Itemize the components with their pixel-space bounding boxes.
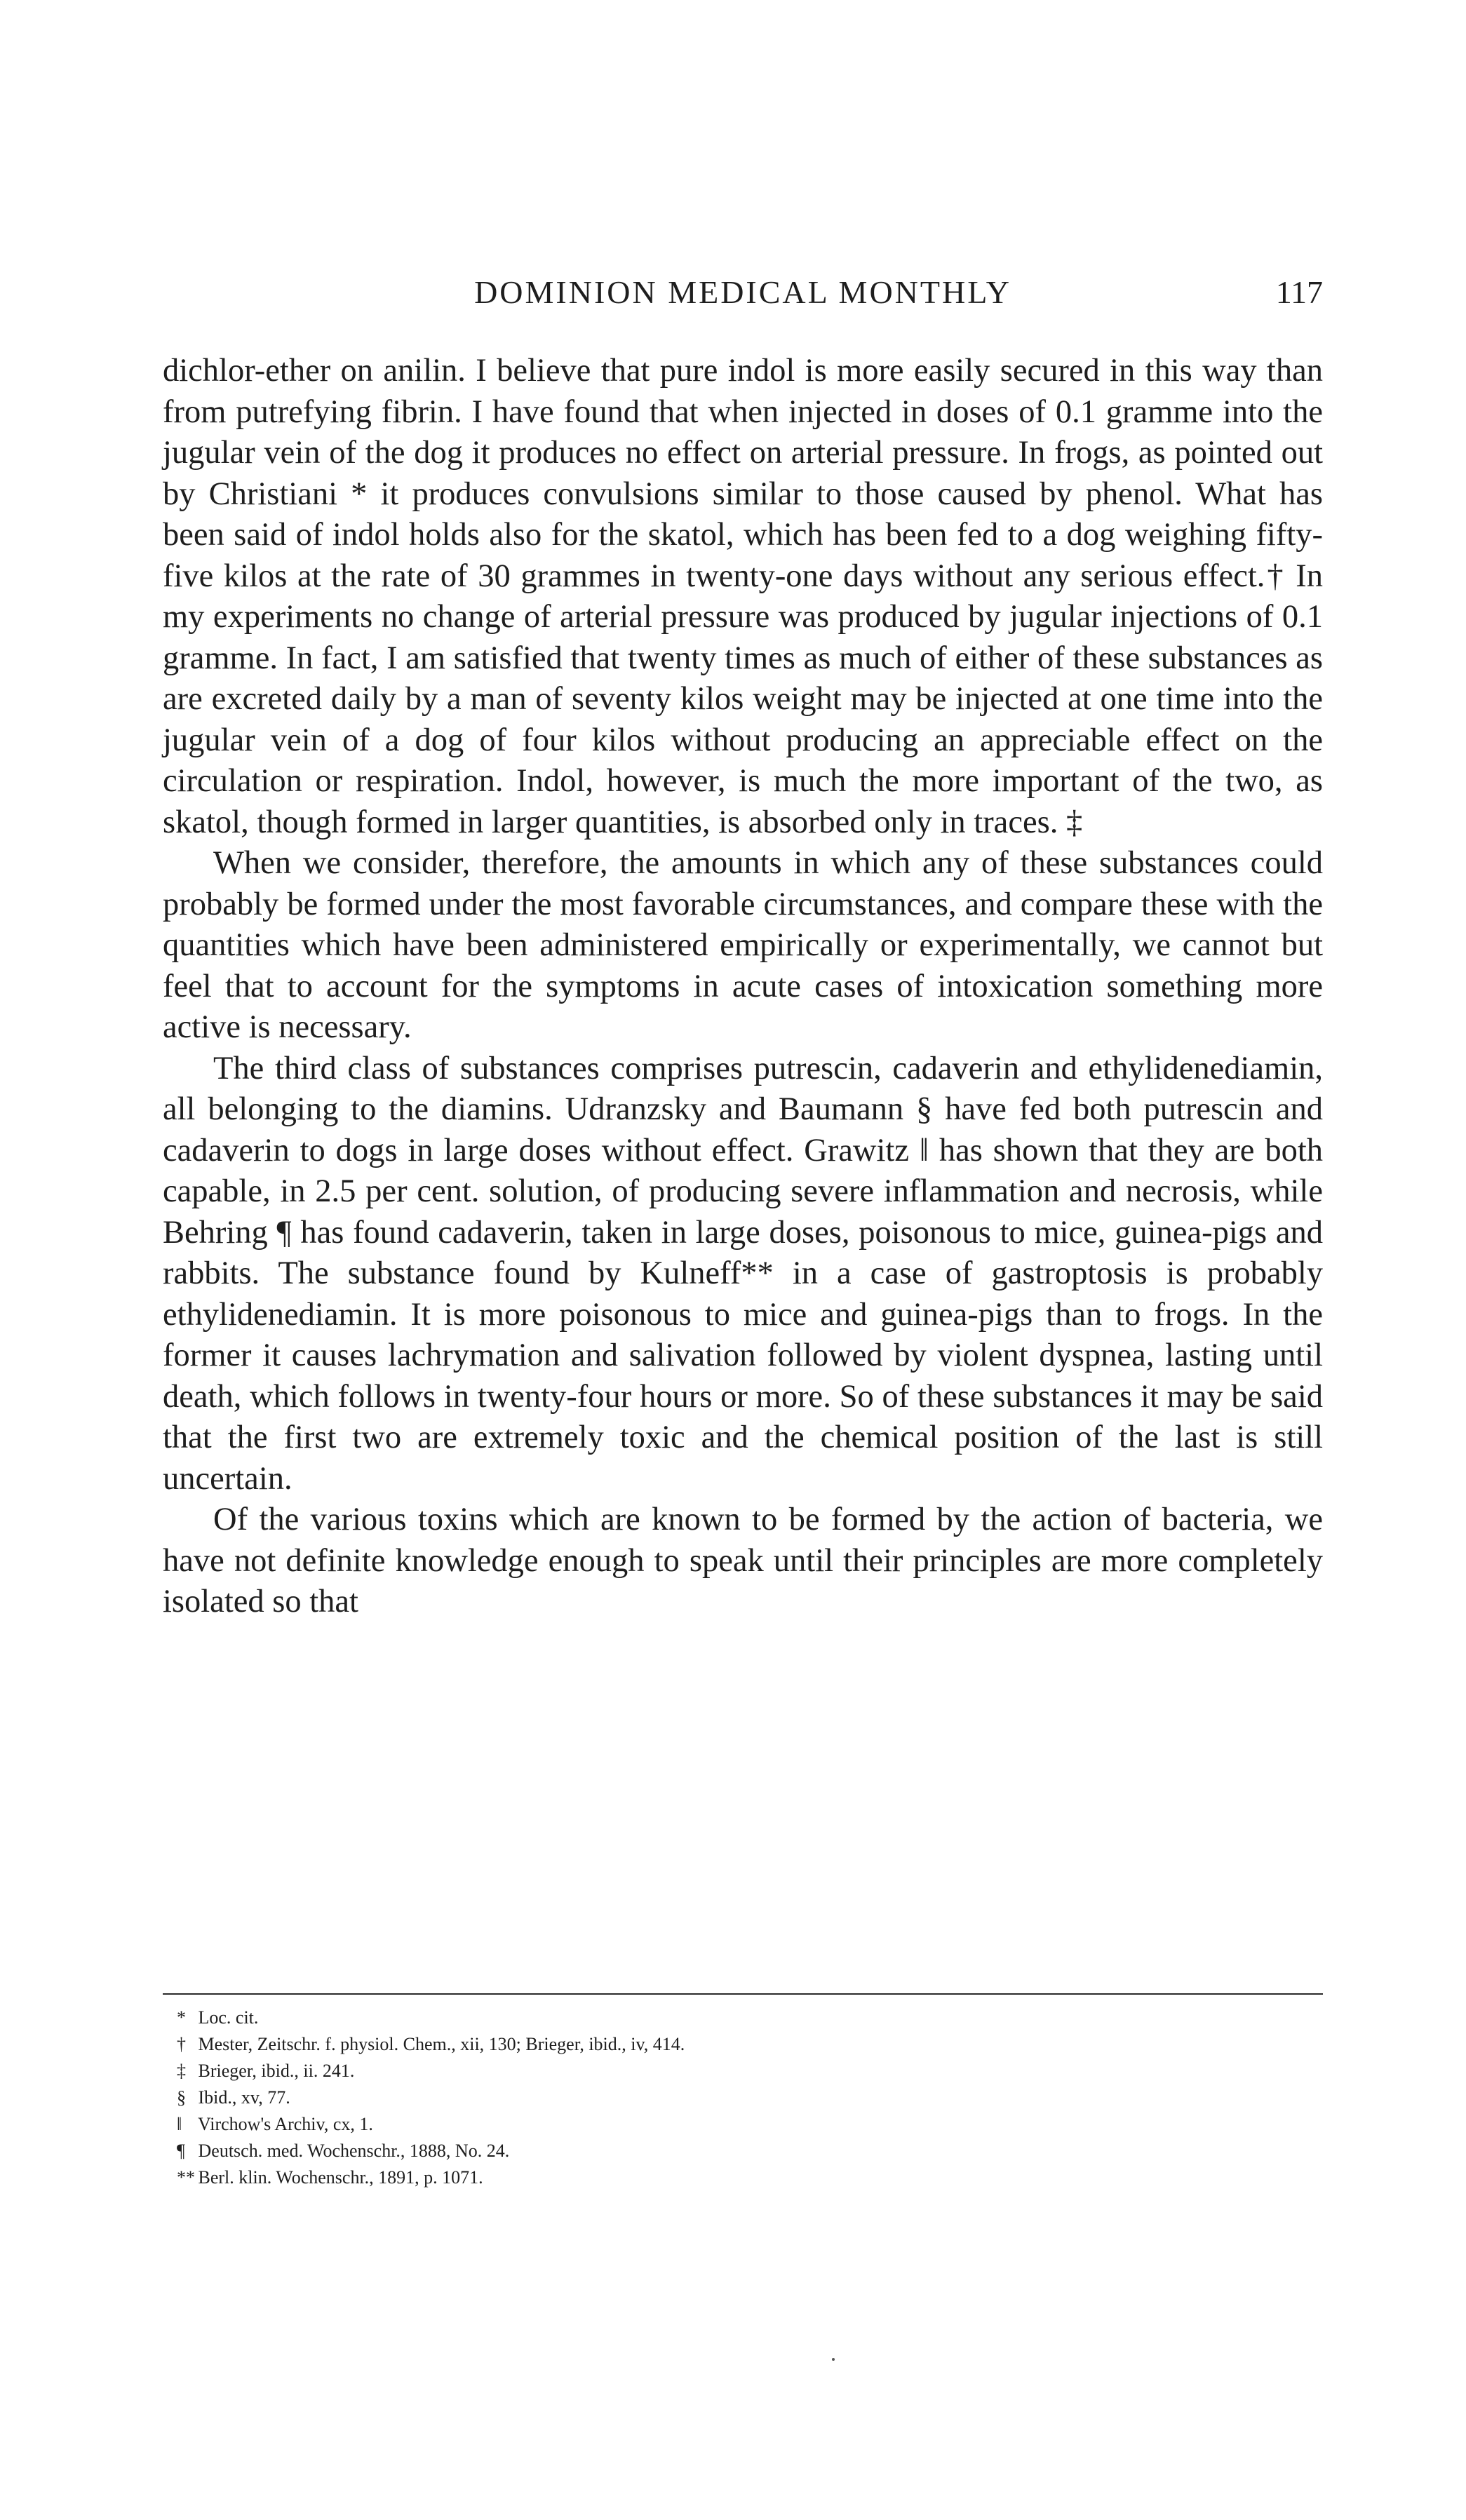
footnote-text: Mester, Zeitschr. f. physiol. Chem., xii, 130; Brieger, ibid., iv, 414. <box>198 2034 685 2054</box>
footnote-mark: ** <box>177 2167 195 2188</box>
footnote <box>177 2164 1299 2191</box>
footnote-mark: † <box>177 2034 186 2054</box>
footnote-mark: ‡ <box>177 2061 186 2081</box>
body-text <box>163 351 1323 1623</box>
footnotes <box>177 2004 1299 2191</box>
footnote <box>177 2004 1299 2031</box>
footnote-text: Ibid., xv, 77. <box>198 2087 290 2108</box>
footnote-text: Virchow's Archiv, cx, 1. <box>198 2114 373 2134</box>
paragraph: The third class of substances comprises putrescin, cadaverin and ethylidenediamin, all belonging to the diamins. Udranzsky and Baumann § have fed both putrescin and cadaverin to dogs in large doses without effect. Grawitz ‖ has shown that they are both capable, in 2.5 per cent. solution, of producing severe inflammation and necrosis, while Behring ¶ has found cadaverin, taken in large doses, poisonous to mice, guinea-pigs and rabbits. The substance found by Kulneff** in a case of gastroptosis is probably ethylidenediamin. It is more poisonous to mice and guinea-pigs than to frogs. In the former it causes lachrymation and salivation followed by violent dyspnea, lasting until death, which follows in twenty-four hours or more. So of these substances it may be said that the first two are extremely toxic and the chemical position of the last is still uncertain. <box>163 1050 1323 1497</box>
footnote-text: Deutsch. med. Wochenschr., 1888, No. 24. <box>198 2141 510 2161</box>
paragraph: When we consider, therefore, the amounts in which any of these substances could probably be formed under the most favorable circumstances, and compare these with the quantities which have been administered empirically or experimentally, we cannot but feel that to account for the symptoms in acute cases of intoxication something more active is necessary. <box>163 845 1323 1045</box>
footnote <box>177 2111 1299 2138</box>
footnote-mark: ¶ <box>177 2141 185 2161</box>
footnote-text: Berl. klin. Wochenschr., 1891, p. 1071. <box>198 2167 483 2188</box>
footnote-text: Loc. cit. <box>198 2007 259 2028</box>
footnote <box>177 2058 1299 2084</box>
footnote-divider <box>163 1993 1323 1995</box>
footnote <box>177 2031 1299 2058</box>
footnote-mark: ‖ <box>177 2114 182 2134</box>
footnote-text: Brieger, ibid., ii. 241. <box>198 2061 355 2081</box>
footnote <box>177 2084 1299 2111</box>
footnote-mark: * <box>177 2007 186 2028</box>
print-speck <box>832 2358 835 2361</box>
footnote-mark: § <box>177 2087 186 2108</box>
journal-title: DOMINION MEDICAL MONTHLY <box>474 274 1011 310</box>
paragraph: dichlor-ether on anilin. I believe that pure indol is more easily secured in this way than from putrefying fibrin. I have found that when injected in doses of 0.1 gramme into the jugular vein of the dog it produces no effect on arterial pressure. In frogs, as pointed out by Christiani * it produces convulsions similar to those caused by phenol. What has been said of indol holds also for the skatol, which has been fed to a dog weighing fifty-five kilos at the rate of 30 grammes in twenty-one days without any serious effect.† In my experiments no change of arterial pressure was produced by jugular injections of 0.1 gramme. In fact, I am satisfied that twenty times as much of either of these substances as are excreted daily by a man of seventy kilos weight may be injected at one time into the jugular vein of a dog of four kilos without producing an appreciable effect on the circulation or respiration. Indol, however, is much the more important of the two, as skatol, though formed in larger quantities, is absorbed only in traces. ‡ <box>163 353 1323 840</box>
page-number: 117 <box>1275 274 1323 310</box>
running-head <box>163 274 1323 316</box>
footnote <box>177 2138 1299 2164</box>
paragraph: Of the various toxins which are known to be formed by the action of bacteria, we have not definite knowledge enough to speak until their principles are more completely isolated so that <box>163 1502 1323 1619</box>
